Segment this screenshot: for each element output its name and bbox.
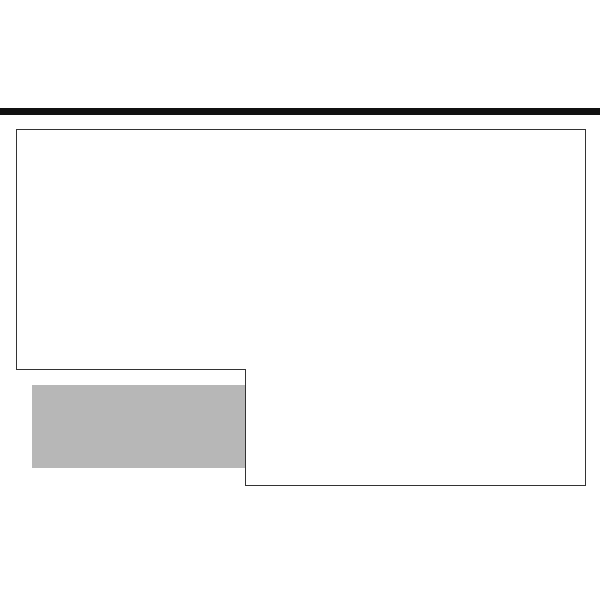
side-code-wrap (4, 456, 24, 536)
gray-box (32, 385, 245, 468)
top-black-bar (0, 108, 600, 115)
